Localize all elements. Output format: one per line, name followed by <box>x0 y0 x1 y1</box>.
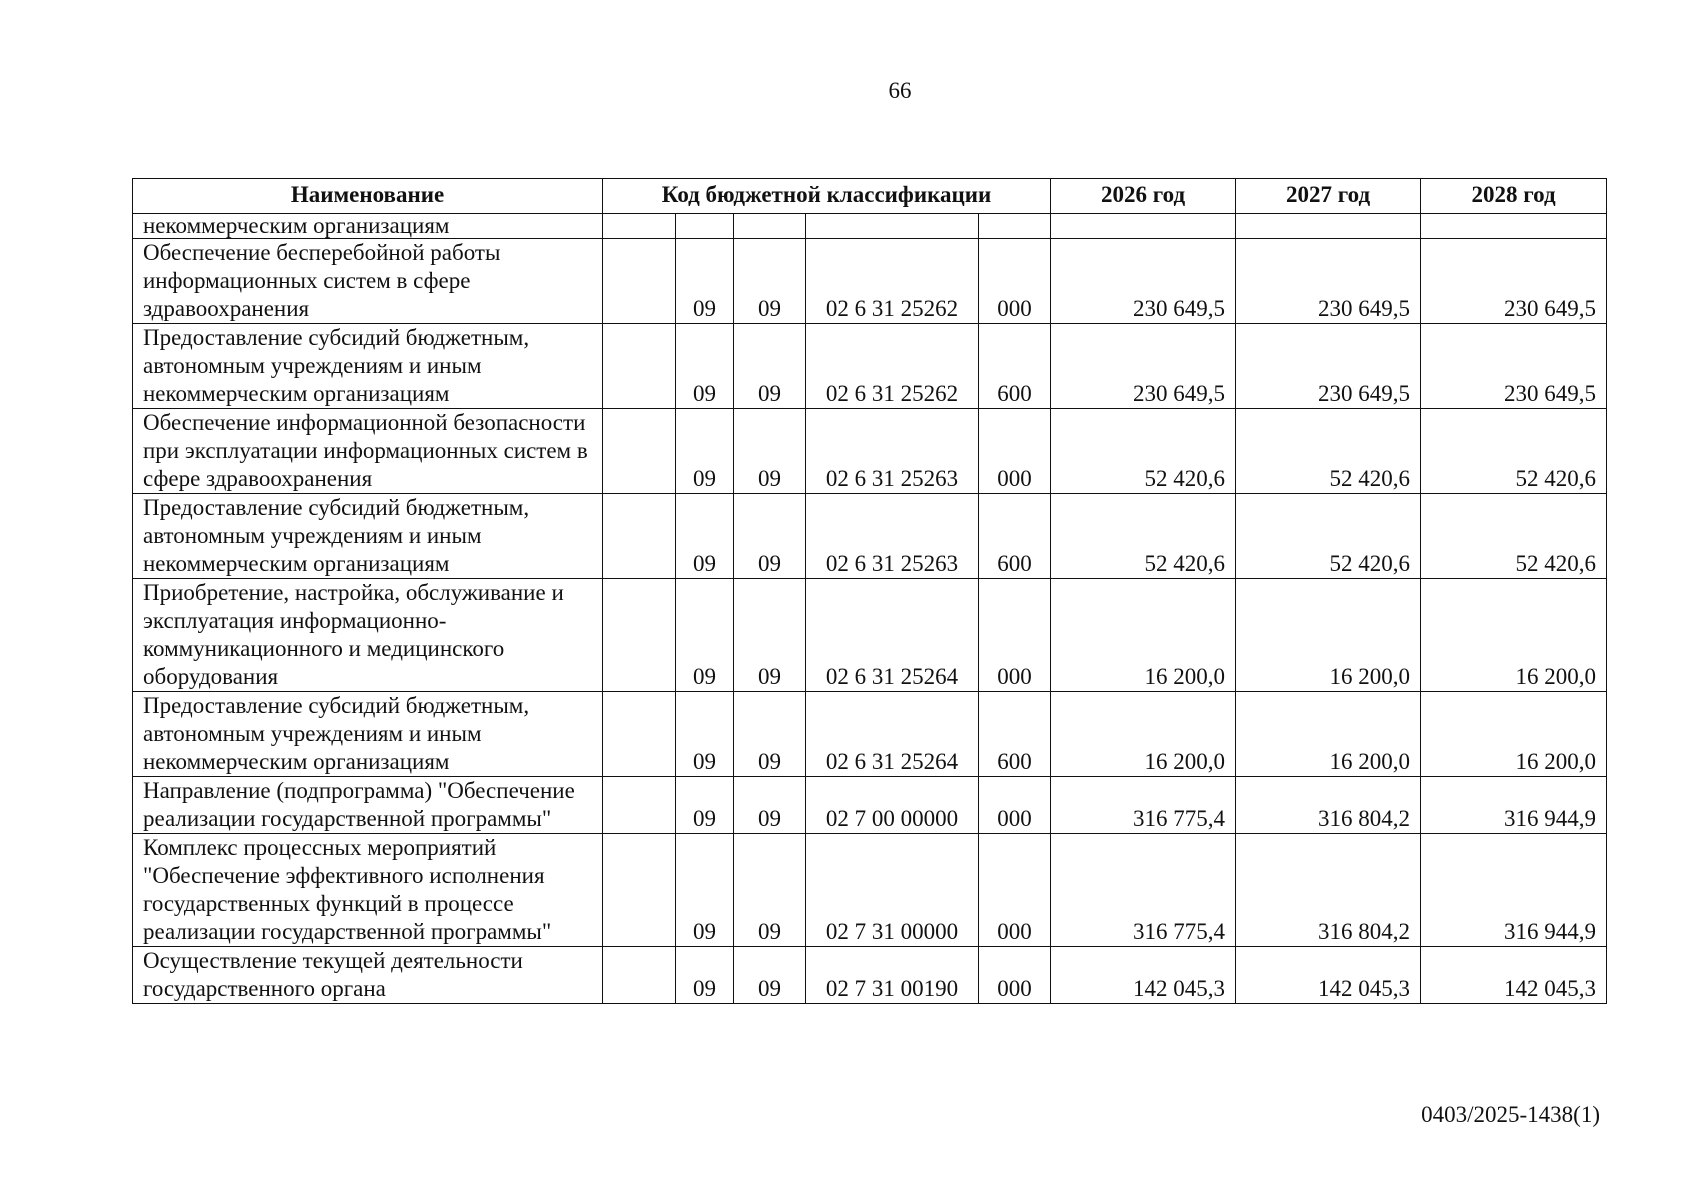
row-value-2026: 142 045,3 <box>1051 947 1236 1004</box>
row-name: Обеспечение бесперебойной работы информационных систем в сфере здравоохранения <box>133 239 603 324</box>
row-name: Обеспечение информационной безопасности при эксплуатации информационных систем в сфере здравоохранения <box>133 409 603 494</box>
row-section: 09 <box>676 947 734 1004</box>
row-name: Комплекс процессных мероприятий "Обеспечение эффективного исполнения государственных функций в процессе реализации государственной программы" <box>133 834 603 947</box>
table-row <box>133 834 1607 947</box>
empty-cell <box>603 777 676 834</box>
row-value-2026: 52 420,6 <box>1051 494 1236 579</box>
row-target-article: 02 6 31 25264 <box>806 692 979 777</box>
empty-cell <box>603 239 676 324</box>
row-name: Приобретение, настройка, обслуживание и эксплуатация информационно-коммуникационного и медицинского оборудования <box>133 579 603 692</box>
row-value-2028: 316 944,9 <box>1421 834 1607 947</box>
row-name: Предоставление субсидий бюджетным, автономным учреждениям и иным некоммерческим организациям <box>133 494 603 579</box>
row-section: 09 <box>676 239 734 324</box>
row-section: 09 <box>676 409 734 494</box>
row-target-article: 02 6 31 25263 <box>806 409 979 494</box>
header-name: Наименование <box>133 179 603 214</box>
row-value-2027: 316 804,2 <box>1236 834 1421 947</box>
row-name: Предоставление субсидий бюджетным, автономным учреждениям и иным некоммерческим организациям <box>133 324 603 409</box>
row-expense-type: 600 <box>979 494 1051 579</box>
row-value-2027: 316 804,2 <box>1236 777 1421 834</box>
empty-cell <box>603 834 676 947</box>
row-subsection: 09 <box>734 834 806 947</box>
row-name: Предоставление субсидий бюджетным, автономным учреждениям и иным некоммерческим организациям <box>133 692 603 777</box>
page-number: 66 <box>888 78 912 103</box>
row-expense-type: 000 <box>979 777 1051 834</box>
table-row <box>133 692 1607 777</box>
continuation-text: некоммерческим организациям <box>133 214 603 239</box>
row-subsection: 09 <box>734 692 806 777</box>
row-section: 09 <box>676 324 734 409</box>
row-expense-type: 000 <box>979 239 1051 324</box>
empty-cell <box>603 409 676 494</box>
empty-cell <box>734 214 806 239</box>
row-value-2028: 230 649,5 <box>1421 324 1607 409</box>
row-value-2028: 52 420,6 <box>1421 494 1607 579</box>
budget-table <box>132 178 1607 1004</box>
continuation-row <box>133 214 1607 239</box>
row-value-2027: 16 200,0 <box>1236 579 1421 692</box>
row-expense-type: 600 <box>979 324 1051 409</box>
row-value-2027: 16 200,0 <box>1236 692 1421 777</box>
table-row <box>133 777 1607 834</box>
empty-cell <box>1236 214 1421 239</box>
row-subsection: 09 <box>734 579 806 692</box>
row-value-2027: 230 649,5 <box>1236 239 1421 324</box>
row-expense-type: 000 <box>979 834 1051 947</box>
empty-cell <box>603 947 676 1004</box>
row-section: 09 <box>676 579 734 692</box>
header-2028: 2028 год <box>1421 179 1607 214</box>
row-value-2026: 230 649,5 <box>1051 239 1236 324</box>
table-row <box>133 324 1607 409</box>
row-value-2027: 230 649,5 <box>1236 324 1421 409</box>
row-value-2026: 230 649,5 <box>1051 324 1236 409</box>
row-expense-type: 000 <box>979 409 1051 494</box>
row-subsection: 09 <box>734 324 806 409</box>
row-target-article: 02 7 31 00190 <box>806 947 979 1004</box>
table-row <box>133 579 1607 692</box>
empty-cell <box>979 214 1051 239</box>
row-value-2027: 52 420,6 <box>1236 494 1421 579</box>
table-header-row <box>133 179 1607 214</box>
row-section: 09 <box>676 692 734 777</box>
header-code: Код бюджетной классификации <box>603 179 1051 214</box>
empty-cell <box>603 692 676 777</box>
row-value-2028: 16 200,0 <box>1421 692 1607 777</box>
row-value-2028: 142 045,3 <box>1421 947 1607 1004</box>
row-expense-type: 600 <box>979 692 1051 777</box>
empty-cell <box>676 214 734 239</box>
row-value-2026: 316 775,4 <box>1051 834 1236 947</box>
row-expense-type: 000 <box>979 947 1051 1004</box>
row-value-2026: 16 200,0 <box>1051 579 1236 692</box>
row-target-article: 02 6 31 25264 <box>806 579 979 692</box>
row-value-2028: 16 200,0 <box>1421 579 1607 692</box>
row-section: 09 <box>676 777 734 834</box>
table-row <box>133 494 1607 579</box>
row-target-article: 02 7 00 00000 <box>806 777 979 834</box>
header-2026: 2026 год <box>1051 179 1236 214</box>
row-subsection: 09 <box>734 494 806 579</box>
table-row <box>133 409 1607 494</box>
row-name: Осуществление текущей деятельности государственного органа <box>133 947 603 1004</box>
row-section: 09 <box>676 834 734 947</box>
row-value-2026: 316 775,4 <box>1051 777 1236 834</box>
empty-cell <box>603 494 676 579</box>
row-target-article: 02 6 31 25262 <box>806 239 979 324</box>
empty-cell <box>806 214 979 239</box>
row-subsection: 09 <box>734 777 806 834</box>
row-name: Направление (подпрограмма) "Обеспечение реализации государственной программы" <box>133 777 603 834</box>
document-code: 0403/2025-1438(1) <box>1421 1102 1600 1127</box>
table-row <box>133 947 1607 1004</box>
row-value-2027: 52 420,6 <box>1236 409 1421 494</box>
empty-cell <box>603 324 676 409</box>
table-row <box>133 239 1607 324</box>
empty-cell <box>1421 214 1607 239</box>
empty-cell <box>603 579 676 692</box>
row-subsection: 09 <box>734 239 806 324</box>
row-target-article: 02 7 31 00000 <box>806 834 979 947</box>
row-subsection: 09 <box>734 409 806 494</box>
row-value-2028: 230 649,5 <box>1421 239 1607 324</box>
empty-cell <box>1051 214 1236 239</box>
row-subsection: 09 <box>734 947 806 1004</box>
row-expense-type: 000 <box>979 579 1051 692</box>
row-target-article: 02 6 31 25262 <box>806 324 979 409</box>
row-value-2028: 316 944,9 <box>1421 777 1607 834</box>
header-2027: 2027 год <box>1236 179 1421 214</box>
row-value-2027: 142 045,3 <box>1236 947 1421 1004</box>
row-section: 09 <box>676 494 734 579</box>
row-target-article: 02 6 31 25263 <box>806 494 979 579</box>
empty-cell <box>603 214 676 239</box>
row-value-2026: 52 420,6 <box>1051 409 1236 494</box>
row-value-2028: 52 420,6 <box>1421 409 1607 494</box>
row-value-2026: 16 200,0 <box>1051 692 1236 777</box>
